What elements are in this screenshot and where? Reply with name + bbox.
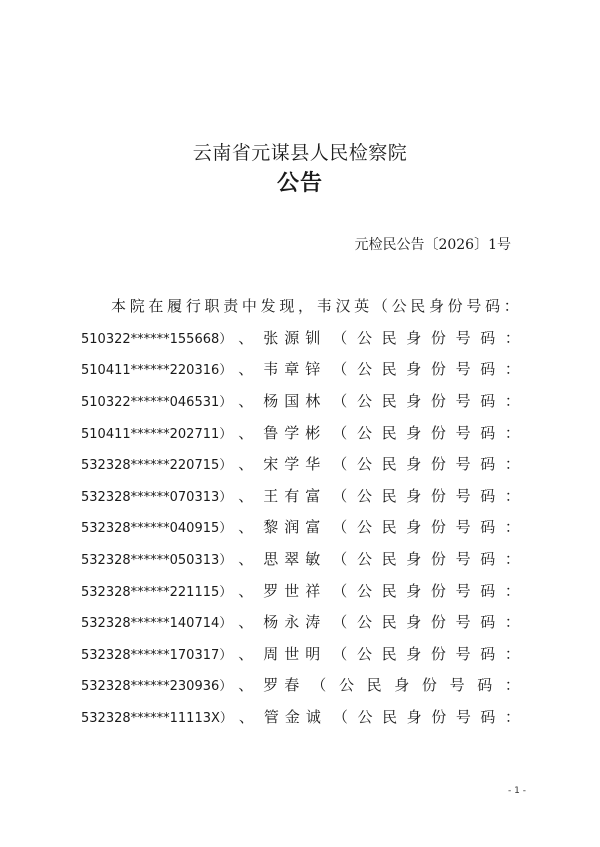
person-entry-line <box>81 385 520 417</box>
person-name: 韦章锌 <box>263 360 327 379</box>
document-title: 公告 <box>276 171 323 196</box>
person-entry-line <box>81 669 520 701</box>
person-entry-line <box>81 448 520 480</box>
separator: 、 <box>238 360 254 379</box>
body-first-line-text: 本院在履行职责中发现，韦汉英（公民身份号码： <box>111 297 520 316</box>
person-entry-line <box>81 638 520 670</box>
id-number: 532328******170317） <box>81 647 233 663</box>
person-entry-line <box>81 511 520 543</box>
separator: 、 <box>238 486 254 505</box>
id-number-label: （ 公 民 身 份 号 码 ： <box>332 328 520 347</box>
separator: 、 <box>238 328 254 347</box>
separator: 、 <box>238 455 254 474</box>
id-number-label: （ 公 民 身 份 号 码 ： <box>332 455 520 474</box>
person-name: 黎润富 <box>263 518 327 537</box>
body-first-line <box>81 290 520 322</box>
person-entry-line <box>81 416 520 448</box>
id-number-label: （ 公 民 身 份 号 码 ： <box>332 518 520 537</box>
id-number: 532328******230936） <box>81 679 233 695</box>
id-number-label: （ 公 民 身 份 号 码 ： <box>332 360 520 379</box>
id-number-label: （ 公 民 身 份 号 码 ： <box>332 392 520 411</box>
id-number: 532328******220715） <box>81 458 233 474</box>
person-entry-line <box>81 701 520 733</box>
id-number: 532328******221115） <box>81 584 233 600</box>
announcement-body <box>81 290 520 732</box>
person-name: 杨永涛 <box>263 613 327 632</box>
id-number: 510322******046531） <box>81 395 233 411</box>
id-number-label: （ 公 民 身 份 号 码 ： <box>332 423 520 442</box>
id-number: 532328******140714） <box>81 616 233 632</box>
id-number: 532328******040915） <box>81 521 233 537</box>
person-entry-line <box>81 353 520 385</box>
separator: 、 <box>238 392 254 411</box>
separator: 、 <box>238 423 254 442</box>
person-name: 周世明 <box>263 644 327 663</box>
separator: 、 <box>238 613 254 632</box>
person-name: 宋学华 <box>263 455 327 474</box>
person-name: 张源钏 <box>263 328 327 347</box>
id-number-label: （ 公 民 身 份 号 码 ： <box>332 708 520 727</box>
person-name: 管金诚 <box>263 708 327 727</box>
person-name: 鲁学彬 <box>263 423 327 442</box>
id-number-label: （ 公 民 身 份 号 码 ： <box>311 676 520 695</box>
issuing-organization-title: 云南省元谋县人民检察院 <box>192 142 408 164</box>
person-entry-list <box>81 322 520 733</box>
id-number: 532328******050313） <box>81 553 233 569</box>
id-number-label: （ 公 民 身 份 号 码 ： <box>332 550 520 569</box>
person-entry-line <box>81 574 520 606</box>
id-number-label: （ 公 民 身 份 号 码 ： <box>332 644 520 663</box>
separator: 、 <box>238 708 254 727</box>
person-entry-line <box>81 322 520 354</box>
id-number-label: （ 公 民 身 份 号 码 ： <box>332 613 520 632</box>
id-number-label: （ 公 民 身 份 号 码 ： <box>332 581 520 600</box>
person-name: 思翠敏 <box>263 550 327 569</box>
id-number: 510411******220316） <box>81 363 233 379</box>
id-number: 532328******11113X） <box>81 711 233 727</box>
id-number: 532328******070313） <box>81 489 233 505</box>
document-number: 元检民公告〔2026〕1号 <box>354 237 511 253</box>
page-number: - 1 - <box>508 786 526 796</box>
separator: 、 <box>238 644 254 663</box>
person-entry-line <box>81 480 520 512</box>
person-name: 王有富 <box>263 486 327 505</box>
separator: 、 <box>238 581 254 600</box>
separator: 、 <box>238 676 254 695</box>
person-entry-line <box>81 543 520 575</box>
id-number-label: （ 公 民 身 份 号 码 ： <box>332 486 520 505</box>
separator: 、 <box>238 518 254 537</box>
person-name: 罗春 <box>263 676 306 695</box>
person-name: 杨国林 <box>263 392 327 411</box>
person-name: 罗世祥 <box>263 581 327 600</box>
id-number: 510411******202711） <box>81 426 233 442</box>
id-number: 510322******155668） <box>81 331 233 347</box>
separator: 、 <box>238 550 254 569</box>
person-entry-line <box>81 606 520 638</box>
